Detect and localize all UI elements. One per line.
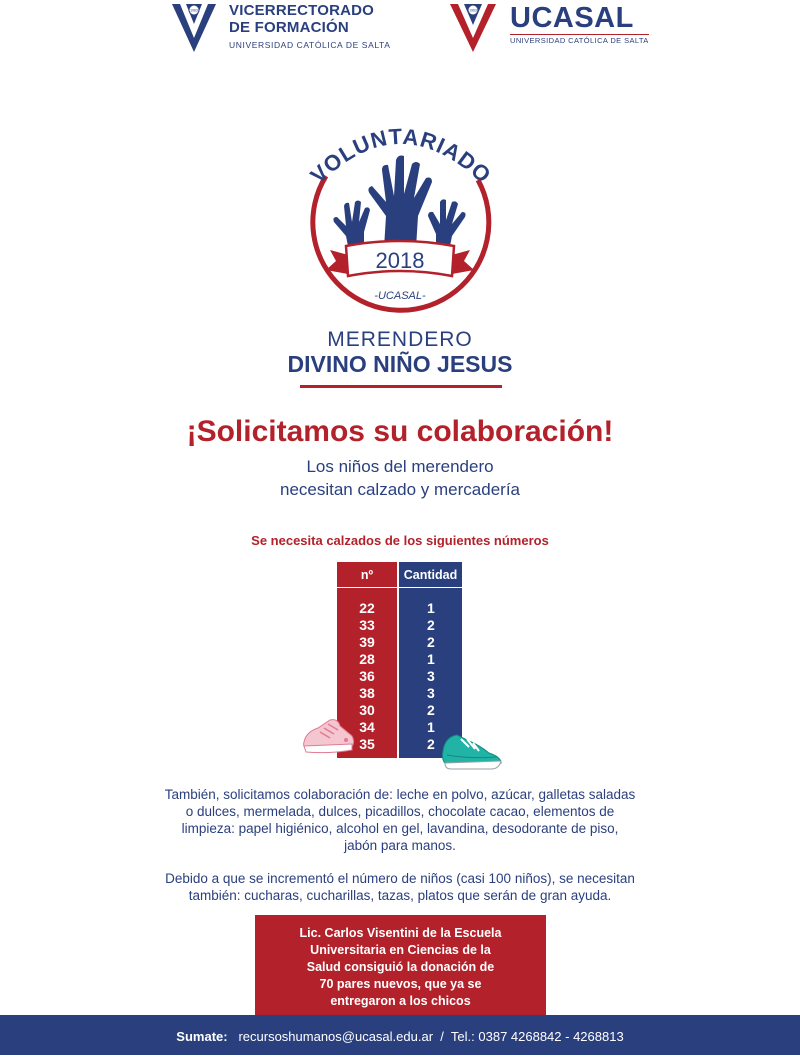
vicerrectorado-logo xyxy=(172,4,216,52)
body-paragraph-2-line: Debido a que se incrementó el número de niños (casi 100 niños), se necesitan xyxy=(165,871,635,886)
ucasal-name: UCASAL xyxy=(510,2,634,34)
ucasal-subtitle: UNIVERSIDAD CATÓLICA DE SALTA xyxy=(510,36,649,45)
donation-box xyxy=(255,915,546,1021)
emblem-ribbon-text: -UCASAL- xyxy=(374,290,426,302)
shoe-number-cell: 38 xyxy=(359,685,375,701)
column-header-quantity: Cantidad xyxy=(399,562,462,588)
shoe-number-cell: 35 xyxy=(359,736,375,752)
shoes-table-title: Se necesita calzados de los siguientes números xyxy=(251,533,549,548)
shoe-number-cell: 28 xyxy=(359,651,375,667)
quantity-cell: 2 xyxy=(427,634,435,650)
body-paragraph-1 xyxy=(120,786,680,854)
body-paragraph-1-line: limpieza: papel higiénico, alcohol en gel, lavandina, desodorante de piso, xyxy=(181,821,619,836)
body-paragraph-1-line: jabón para manos. xyxy=(344,838,456,853)
vicerrectorado-badge-text: 1963 xyxy=(190,8,198,13)
ucasal-logo xyxy=(450,4,496,52)
quantity-cell: 3 xyxy=(427,668,435,684)
footer-separator: / xyxy=(440,1029,444,1044)
ucasal-badge-text: 1963 xyxy=(469,8,477,13)
quantity-cell: 2 xyxy=(427,702,435,718)
footer-label: Sumate: xyxy=(176,1029,228,1044)
quantity-cell: 2 xyxy=(427,617,435,633)
ucasal-wordmark xyxy=(510,2,649,45)
shoe-number-cell: 30 xyxy=(359,702,375,718)
column-header-number: nº xyxy=(337,562,397,588)
body-paragraph-1-line: o dulces, mermelada, dulces, picadillos, chocolate cacao, elementos de xyxy=(185,804,615,819)
donation-line: entregaron a los chicos xyxy=(330,994,471,1008)
body-paragraph-1-line: También, solicitamos colaboración de: leche en polvo, azúcar, galletas saladas xyxy=(164,787,636,802)
footer-bar xyxy=(0,1015,800,1055)
footer-email-link[interactable]: recursoshumanos@ucasal.edu.ar xyxy=(238,1029,434,1044)
subline-1: Los niños del merendero xyxy=(306,457,494,476)
emblem-year: 2018 xyxy=(375,248,425,273)
title-underline xyxy=(300,385,502,388)
teal-shoe-icon xyxy=(439,725,505,773)
footer-phone[interactable]: Tel.: 0387 4268842 - 4268813 xyxy=(450,1029,624,1044)
shoe-number-cell: 36 xyxy=(359,668,375,684)
shoe-number-cell: 33 xyxy=(359,617,375,633)
pink-shoe-icon xyxy=(300,714,358,756)
vicerrectorado-line2: DE FORMACIÓN xyxy=(229,19,349,36)
body-paragraph-2 xyxy=(120,870,680,904)
quantity-cell: 1 xyxy=(427,719,435,735)
donation-line: Salud consiguió la donación de xyxy=(306,960,495,974)
quantity-cell: 3 xyxy=(427,685,435,701)
subline-2: necesitan calzado y mercadería xyxy=(279,480,521,499)
quantity-cell: 2 xyxy=(427,736,435,752)
donation-line: Lic. Carlos Visentini de la Escuela xyxy=(299,926,502,940)
donation-line: 70 pares nuevos, que ya se xyxy=(319,977,482,991)
body-paragraph-2-line: también: cucharas, cucharillas, tazas, platos que serán de gran ayuda. xyxy=(188,888,612,903)
headline: ¡Solicitamos su colaboración! xyxy=(186,415,614,448)
donation-line: Universitaria en Ciencias de la xyxy=(310,943,491,957)
program-line2: DIVINO NIÑO JESUS xyxy=(287,351,513,377)
emblem-arc-text: VOLUNTARIADO xyxy=(305,123,497,189)
vicerrectorado-wordmark xyxy=(229,2,390,50)
program-line1: MERENDERO xyxy=(327,328,473,351)
quantity-cell: 1 xyxy=(427,651,435,667)
vicerrectorado-line1: VICERRECTORADO xyxy=(229,2,375,19)
voluntariado-emblem xyxy=(300,118,500,328)
vicerrectorado-subtitle: UNIVERSIDAD CATÓLICA DE SALTA xyxy=(229,40,391,50)
quantity-cell: 1 xyxy=(427,600,435,616)
shoe-number-cell: 34 xyxy=(359,719,375,735)
shoe-number-cell: 39 xyxy=(359,634,375,650)
shoe-number-cell: 22 xyxy=(359,600,375,616)
